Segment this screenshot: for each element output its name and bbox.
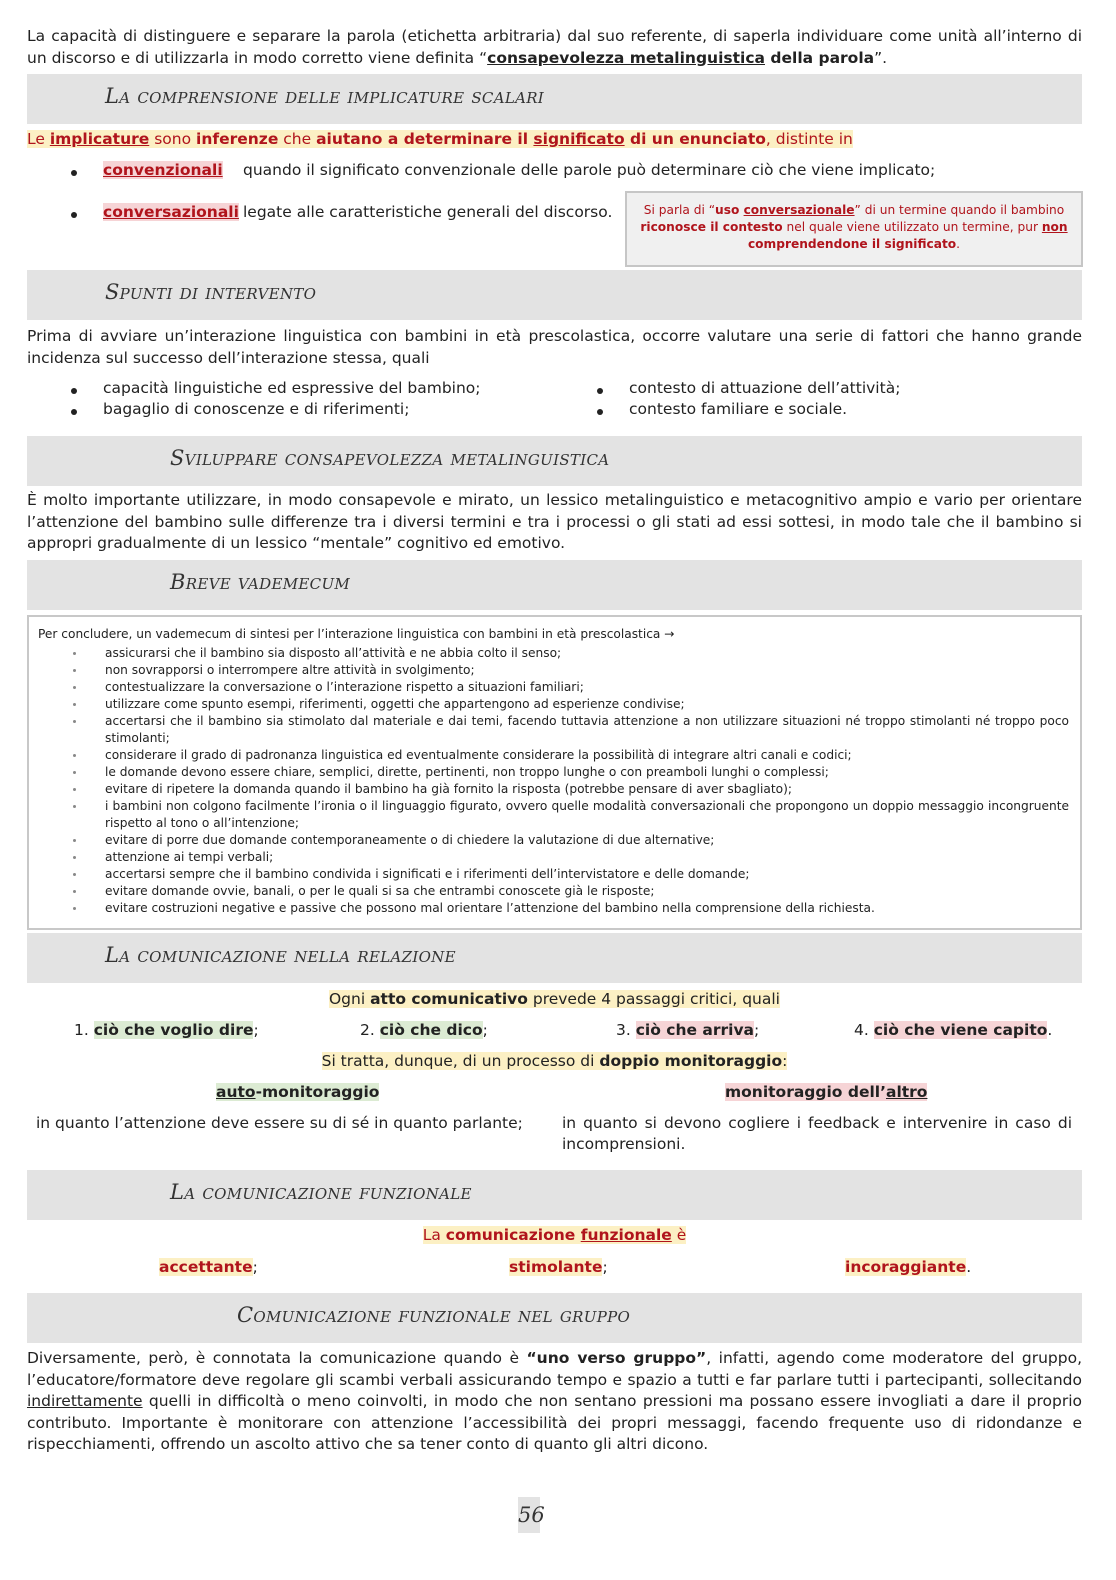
quality-item: stimolante; — [509, 1258, 608, 1276]
page-number: 56 — [518, 1497, 540, 1533]
metalinguistica-paragraph: È molto importante utilizzare, in modo consapevole e mirato, un lessico metalinguistico e metacognitivo ampio e vario per orientare l’attenzione del bambino sulle differenze tra i diversi termini e tra i processi o gli stati ad essi sottesi, in modo tale che il bambino si appropri gradualmente di un lessico “mentale” cognitivo ed emotivo. — [27, 491, 1082, 552]
auto-monitoraggio-text: in quanto l’attenzione deve essere su di sé in quanto parlante; — [36, 1114, 523, 1132]
section-title: Comunicazione funzionale nel gruppo — [237, 1303, 631, 1327]
bullet — [71, 170, 77, 176]
section-title: La comunicazione funzionale — [170, 1180, 472, 1204]
list-item: evitare costruzioni negative e passive che possono mal orientare l’attenzione del bambino nella comprensione della richiesta. — [29, 900, 1069, 917]
spunti-paragraph: Prima di avviare un’interazione linguistica con bambini in età prescolastica, occorre valutare una serie di fattori che hanno grande incidenza sul successo dell’interazione stessa, quali — [27, 327, 1082, 367]
bullet — [597, 409, 603, 415]
vademecum-box — [27, 615, 1082, 930]
list-item: le domande devono essere chiare, semplici, dirette, pertinenti, non troppo lunghe o con preamboli lunghi o complessi; — [29, 764, 1069, 781]
section-header-funzionale — [27, 1170, 1082, 1220]
list-item: contestualizzare la conversazione o l’interazione rispetto a situazioni familiari; — [29, 679, 1069, 696]
gruppo-paragraph: Diversamente, però, è connotata la comunicazione quando è “uno verso gruppo”, infatti, agendo come moderatore del gruppo, l’educatore/formatore deve regolare gli scambi verbali assicurando tempo e spazio a tutti e far parlare tutti i partecipanti, sollecitando indirettamente quelli in difficoltà o meno coinvolti, in modo che non sentano pressioni ma possano essere invogliati a dare il proprio contributo. Importante è monitorare con attenzione l’accessibilità dei propri messaggi, facendo frequente uso di ridondanze e rispecchiamenti, offrendo un ascolto attivo che sa tener conto di quanto gli altri dicono. — [27, 1349, 1082, 1453]
intro-paragraph: La capacità di distinguere e separare la parola (etichetta arbitraria) dal suo referente, di saperla individuare come unità all’interno di un discorso e di utilizzarla in modo corretto viene definita “consapevolezza metalinguistica della parola”. — [27, 27, 1082, 67]
section-header-vademecum — [27, 560, 1082, 610]
list-item: non sovrapporsi o interrompere altre attività in svolgimento; — [29, 662, 1069, 679]
implicature-type-desc: quando il significato convenzionale delle parole può determinare ciò che viene implicato; — [243, 161, 936, 179]
doppio-monitoraggio-line: Si tratta, dunque, di un processo di doppio monitoraggio: — [321, 1052, 788, 1070]
quality-item: accettante; — [159, 1258, 258, 1276]
list-item: accertarsi sempre che il bambino condivida i significati e i riferimenti dell’intervistatore e delle domande; — [29, 866, 1069, 883]
passaggio-step: 3. ciò che arriva; — [616, 1021, 760, 1039]
section-header-gruppo — [27, 1293, 1082, 1343]
section-header-relazione — [27, 933, 1082, 983]
list-item: attenzione ai tempi verbali; — [29, 849, 1069, 866]
bullet — [71, 409, 77, 415]
implicature-type-desc: legate alle caratteristiche generali del discorso. — [243, 203, 613, 221]
list-item: considerare il grado di padronanza linguistica ed eventualmente considerare la possibilità di integrare altri canali e codici; — [29, 747, 1069, 764]
consapevolezza-term: consapevolezza metalinguistica — [487, 48, 765, 67]
implicature-lead: Le implicature sono inferenze che aiutano a determinare il significato di un enunciato, distinte in — [27, 130, 853, 148]
section-title: La comunicazione nella relazione — [105, 943, 456, 967]
altro-monitoraggio-text: in quanto si devono cogliere i feedback e intervenire in caso di incomprensioni. — [562, 1114, 1072, 1153]
passaggio-step: 1. ciò che voglio dire; — [74, 1021, 259, 1039]
implicature-type-term: convenzionali — [103, 161, 223, 179]
comunicazione-funzionale-line: La comunicazione funzionale è — [422, 1226, 687, 1244]
factor-item: bagaglio di conoscenze e di riferimenti; — [103, 400, 410, 418]
bullet — [597, 388, 603, 394]
atto-comunicativo-line: Ogni atto comunicativo prevede 4 passaggi critici, quali — [328, 990, 780, 1008]
list-item: accertarsi che il bambino sia stimolato dal materiale e dai temi, facendo tuttavia attenzione a non utilizzare situazioni né troppo stimolanti né troppo poco stimolanti; — [29, 713, 1069, 747]
section-title: La comprensione delle implicature scalari — [105, 84, 545, 108]
list-item: evitare di porre due domande contemporaneamente o di chiedere la valutazione di due alternative; — [29, 832, 1069, 849]
section-title: Breve vademecum — [170, 570, 351, 594]
section-header-spunti — [27, 270, 1082, 320]
quality-item: incoraggiante. — [845, 1258, 972, 1276]
passaggio-step: 2. ciò che dico; — [360, 1021, 488, 1039]
callout-box: Si parla di “uso conversazionale” di un termine quando il bambino riconosce il contesto nel quale viene utilizzato un termine, pur non comprendendone il significato. — [625, 191, 1083, 267]
factor-item: capacità linguistiche ed espressive del bambino; — [103, 379, 481, 397]
list-item: assicurarsi che il bambino sia disposto all’attività e ne abbia colto il senso; — [29, 645, 1069, 662]
passaggio-step: 4. ciò che viene capito. — [854, 1021, 1053, 1039]
section-header-metalinguistica — [27, 436, 1082, 486]
factor-item: contesto familiare e sociale. — [629, 400, 848, 418]
bullet — [71, 212, 77, 218]
factor-item: contesto di attuazione dell’attività; — [629, 379, 901, 397]
section-title: Sviluppare consapevolezza metalinguistica — [170, 446, 610, 470]
implicature-type-term: conversazionali — [103, 203, 239, 221]
auto-monitoraggio-heading: auto-monitoraggio — [216, 1083, 380, 1101]
vademecum-intro: Per concludere, un vademecum di sintesi per l’interazione linguistica con bambini in età prescolastica → — [38, 627, 675, 641]
bullet — [71, 388, 77, 394]
list-item: i bambini non colgono facilmente l’ironia o il linguaggio figurato, ovvero quelle modalità conversazionali che propongono un doppio messaggio incongruente rispetto al tono o all’intenzione; — [29, 798, 1069, 832]
section-title: Spunti di intervento — [105, 280, 317, 304]
altro-monitoraggio-heading: monitoraggio dell’altro — [725, 1083, 928, 1101]
list-item: utilizzare come spunto esempi, riferimenti, oggetti che appartengono ad esperienze condivise; — [29, 696, 1069, 713]
list-item: evitare domande ovvie, banali, o per le quali si sa che entrambi conoscete già le risposte; — [29, 883, 1069, 900]
section-header-implicature — [27, 74, 1082, 124]
vademecum-list — [29, 645, 1069, 917]
list-item: evitare di ripetere la domanda quando il bambino ha già fornito la risposta (potrebbe pensare di aver sbagliato); — [29, 781, 1069, 798]
